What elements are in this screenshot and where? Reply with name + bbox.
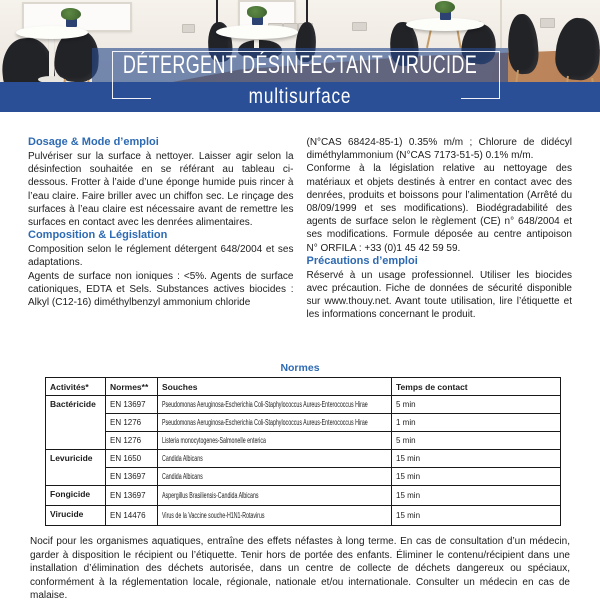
cell-norme: EN 13697	[106, 486, 158, 506]
header-temps: Temps de contact	[392, 378, 561, 396]
right-column	[307, 136, 573, 360]
cell-souches: Virus de la Vaccine souche-H1N1-Rotavirus	[158, 506, 392, 526]
normes-title: Normes	[280, 362, 320, 374]
cell-temps: 15 min	[392, 450, 561, 468]
cell-norme: EN 1276	[106, 414, 158, 432]
table-row	[46, 486, 561, 506]
cell-activite: Virucide	[46, 506, 106, 526]
photo-plant-leaves	[435, 1, 455, 13]
cell-souches: Listeria monocytogenes-Salmonelle enterica	[158, 432, 392, 450]
cell-activite: Fongicide	[46, 486, 106, 506]
table-row	[46, 468, 561, 486]
cell-temps: 15 min	[392, 486, 561, 506]
table-row	[46, 432, 561, 450]
left-column	[28, 136, 294, 360]
cell-souches: Pseudomonas Aeruginosa-Escherichia Coli-Staphylococcus Aureus-Enterococcus Hirae	[158, 414, 392, 432]
header-activites: Activités*	[46, 378, 106, 396]
product-subtitle: multisurface	[248, 85, 352, 108]
header-souches: Souches	[158, 378, 392, 396]
cell-norme: EN 1650	[106, 450, 158, 468]
cell-souches: Pseudomonas Aeruginosa-Escherichia Coli-Staphylococcus Aureus-Enterococcus Hirae	[158, 396, 392, 414]
cell-norme: EN 1276	[106, 432, 158, 450]
table-row	[46, 450, 561, 468]
composition-cont-body-1: (N°CAS 68424-85-1) 0.35% m/m ; Chlorure de didécyl diméthylammonium (N°CAS 7173-51-5) 0.1% m/m.	[306, 137, 572, 162]
composition-cont-body-2: Conforme à la législation relative au nettoyage des matériaux et objets destinés à entrer en contact avec des denrées, produits et boissons pour l’alimentation (Arrêté du 08/09/1999 et ses modifications). Biodégradabilité des agents de surface selon le règlement (CE) n° 648/2004 et ses modifications. Formule déposée au centre antipoison N° ORFILA : +33 (0)1 45 42 59 59.	[306, 163, 572, 254]
photo-wall-outlet	[540, 18, 555, 28]
composition-heading: Composition & Législation	[28, 229, 168, 242]
cell-souches: Candida Albicans	[158, 468, 392, 486]
precautions-body: Réservé à un usage professionnel. Utiliser les biocides avec précaution. Fiche de données de sécurité disponible sur www.thouy.net. Avant toute utilisation, lire l’étiquette et les informations concernant le produit.	[306, 269, 572, 321]
normes-table	[45, 377, 561, 526]
composition-body-2: Agents de surface non ioniques : <5%. Agents de surface cationiques, EDTA et Sels. Substances actives biocides : Alkyl (C12-16) diméthylbenzyl ammonium chloride	[28, 270, 294, 309]
table-row	[46, 506, 561, 526]
hazard-text: Nocif pour les organismes aquatiques, entraîne des effets néfastes à long terme. En cas de consultation d’un médecin, garder à disposition le récipient ou l’étiquette. Tenir hors de portée des enfants. Éliminer le contenu/récipient dans une installation d’élimination des déchets autorisée, dans un centre de collecte de déchets dangereux ou spéciaux, conformément à la réglementation locale, régionale, nationale et/ou internationale. Consulter un médecin en cas de malaise.	[30, 536, 570, 600]
hazard-footer	[0, 535, 600, 600]
cell-souches: Candida Albicans	[158, 450, 392, 468]
normes-section	[0, 362, 600, 526]
cell-temps: 5 min	[392, 432, 561, 450]
cell-temps: 5 min	[392, 396, 561, 414]
cell-temps: 1 min	[392, 414, 561, 432]
photo-wall-outlet	[182, 24, 195, 33]
dosage-body: Pulvériser sur la surface à nettoyer. Laisser agir selon la désinfection souhaitée en se référant au tableau ci-dessous. Frotter à l’aide d’une éponge humide puis rincer à l’eau claire. Faire briller avec un chiffon sec. Le rinçage des surfaces à l’eau claire est nécessaire avant de remettre les surfaces en contact avec les denrées alimentaires.	[28, 151, 294, 229]
cell-activite: Bactéricide	[46, 396, 106, 450]
photo-door-frame	[500, 0, 502, 48]
dosage-heading: Dosage & Mode d’emploi	[28, 136, 159, 148]
table-row	[46, 396, 561, 414]
composition-body-1: Composition selon le réglement détergent 648/2004 et ses adaptations.	[28, 244, 294, 269]
photo-table-leg	[49, 36, 54, 78]
photo-table-leg	[456, 29, 461, 48]
photo-table	[216, 25, 298, 39]
photo-plant-leaves	[247, 6, 267, 18]
product-title: DÉTERGENT DÉSINFECTANT VIRUCIDE	[122, 50, 478, 79]
cell-temps: 15 min	[392, 506, 561, 526]
cell-norme: EN 13697	[106, 468, 158, 486]
cell-temps: 15 min	[392, 468, 561, 486]
cell-norme: EN 14476	[106, 506, 158, 526]
photo-table	[16, 26, 88, 39]
table-header-row	[46, 378, 561, 396]
precautions-heading: Précautions d’emploi	[306, 254, 418, 267]
table-row	[46, 414, 561, 432]
photo-wall-outlet	[352, 22, 367, 31]
photo-plant-leaves	[61, 8, 81, 20]
photo-chair	[554, 17, 600, 82]
hero-banner	[0, 0, 600, 112]
photo-table-leg	[426, 29, 432, 48]
cell-activite: Levuricide	[46, 450, 106, 486]
body-columns	[0, 112, 600, 360]
header-normes: Normes**	[106, 378, 158, 396]
cell-norme: EN 13697	[106, 396, 158, 414]
cell-souches: Aspergillus Brasiliensis-Candida Albicans	[158, 486, 392, 506]
